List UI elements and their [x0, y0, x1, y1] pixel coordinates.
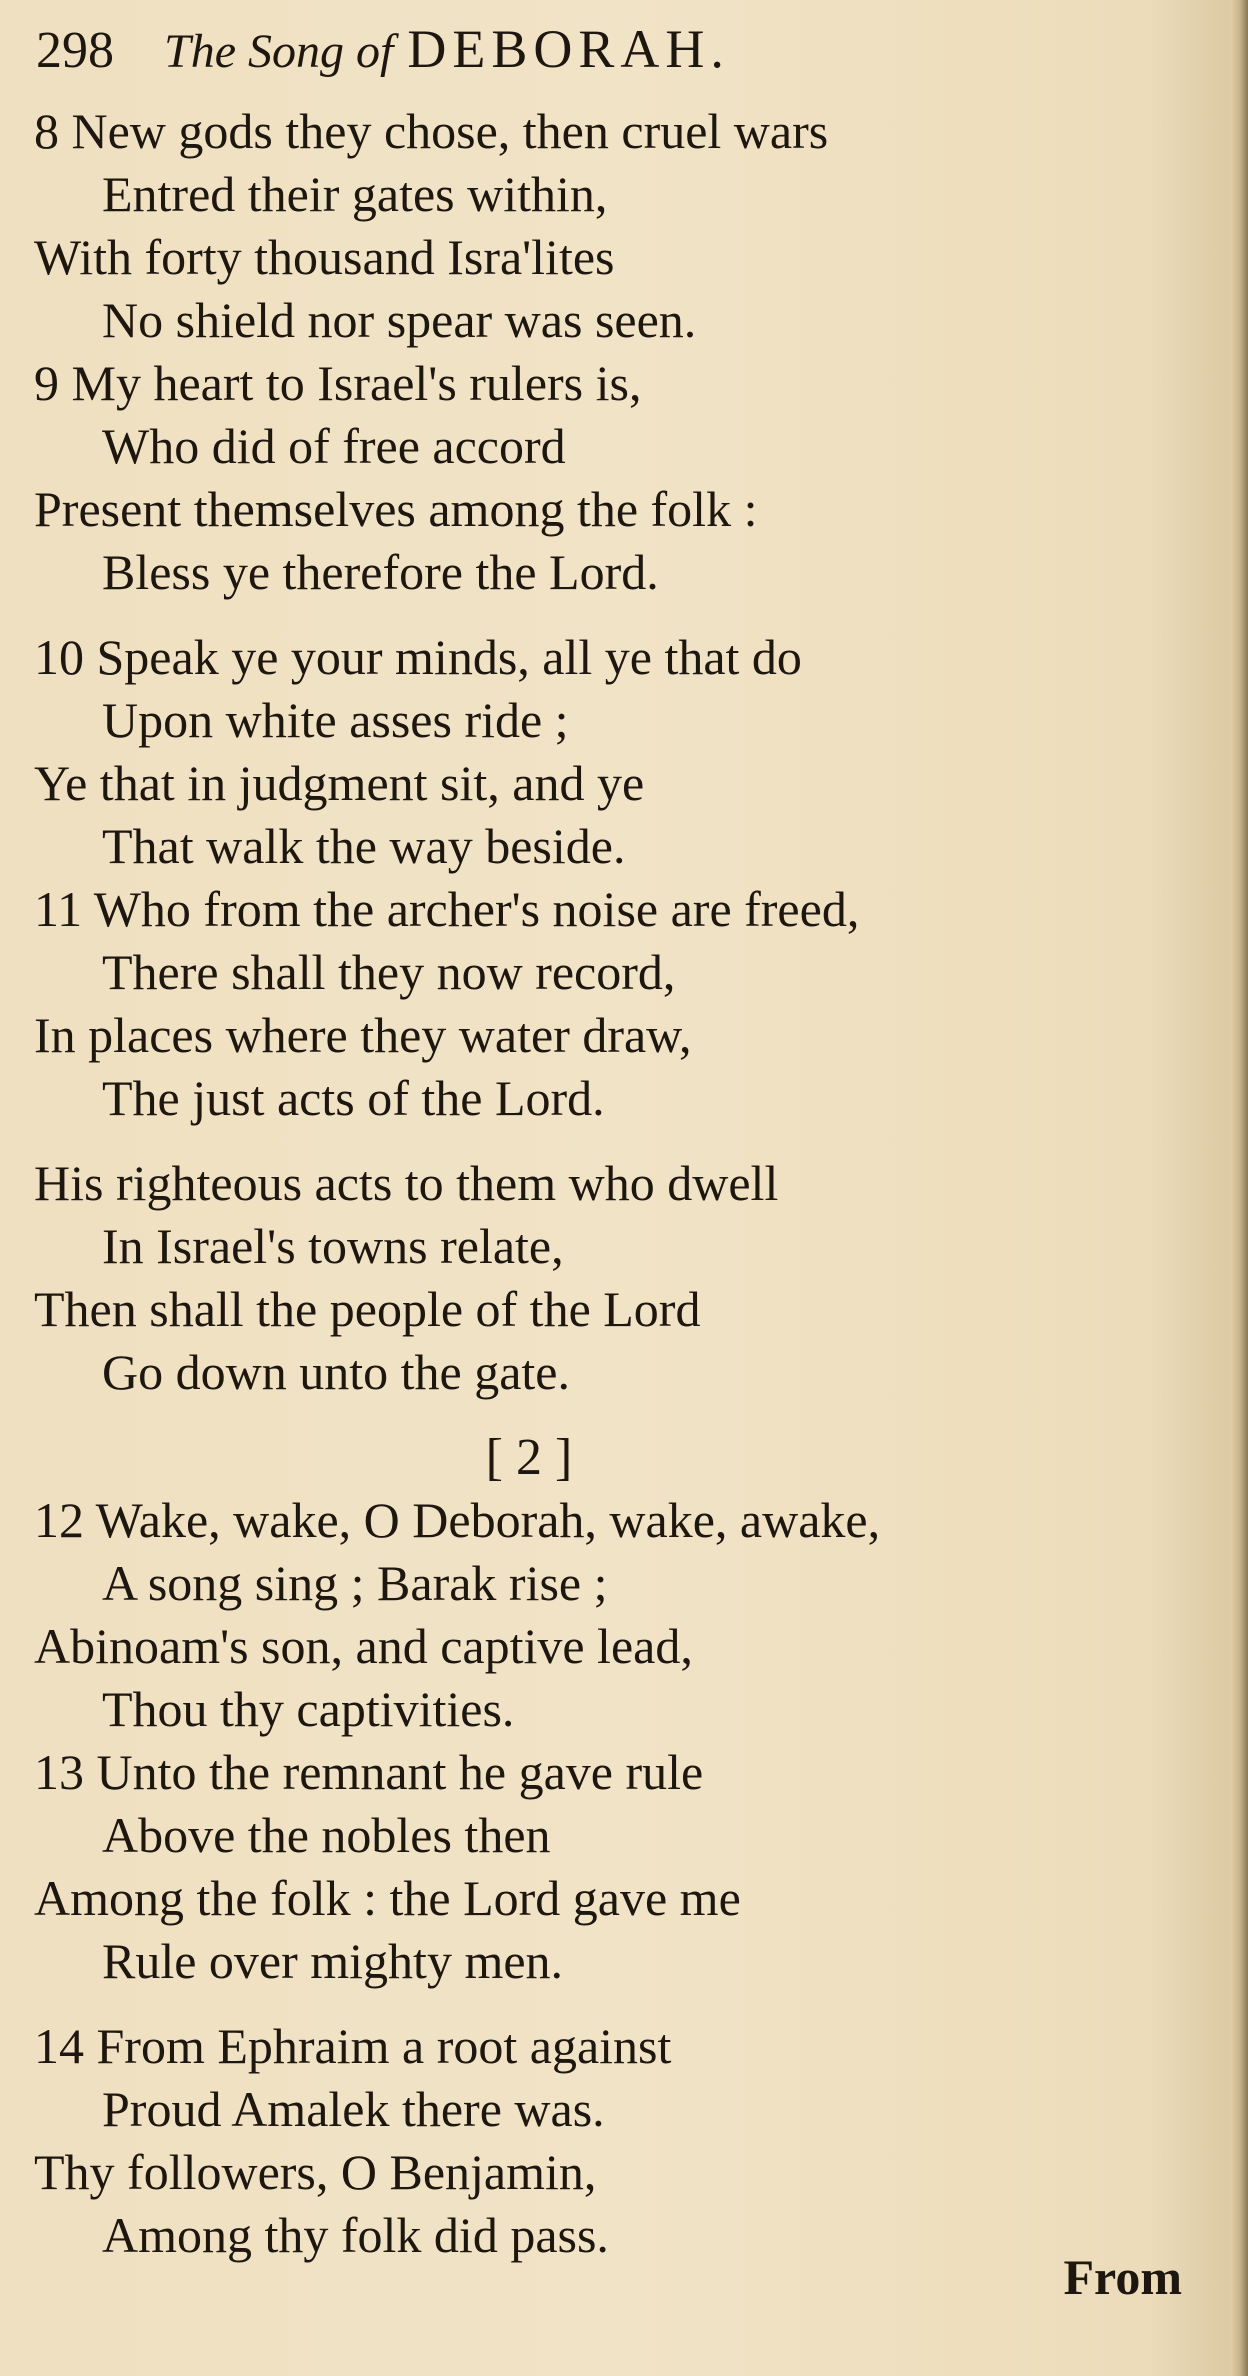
- running-title-italic: The Song of: [164, 25, 394, 78]
- verse-line: Abinoam's son, and captive lead,: [34, 1618, 693, 1674]
- verse-line: Who did of free accord: [102, 418, 566, 474]
- verse-line: A song sing ; Barak rise ;: [102, 1555, 608, 1611]
- stanza: [34, 100, 1204, 604]
- verse-line: Thou thy captivities.: [102, 1681, 515, 1737]
- verse-line: Among the folk : the Lord gave me: [34, 1870, 741, 1926]
- verse-line: Present themselves among the folk :: [34, 481, 758, 537]
- verse-line: 8 New gods they chose, then cruel wars: [34, 103, 829, 159]
- section-marker: [ 2 ]: [485, 1429, 573, 1486]
- page-number: 298: [36, 22, 114, 79]
- verse-line: 12 Wake, wake, O Deborah, wake, awake,: [34, 1492, 881, 1548]
- verse-line: Proud Amalek there was.: [102, 2081, 605, 2137]
- verse-line: Among thy folk did pass.: [102, 2207, 609, 2263]
- verse-line: Go down unto the gate.: [102, 1344, 570, 1400]
- verse-line: Thy followers, O Benjamin,: [34, 2144, 597, 2200]
- verse-line: With forty thousand Isra'lites: [34, 229, 615, 285]
- page-header: [36, 18, 730, 78]
- verse-line: His righteous acts to them who dwell: [34, 1155, 779, 1211]
- stanza: [34, 626, 1204, 1130]
- verse-line: There shall they now record,: [102, 944, 676, 1000]
- verse-line: No shield nor spear was seen.: [102, 292, 697, 348]
- verse-line: Rule over mighty men.: [102, 1933, 564, 1989]
- stanza: [34, 2015, 1204, 2267]
- running-title-caps: DEBORAH.: [407, 19, 730, 79]
- verse-line: 14 From Ephraim a root against: [34, 2018, 672, 2074]
- stanza: [34, 1426, 1204, 1993]
- verse-line: Entred their gates within,: [102, 166, 608, 222]
- verse-line: In Israel's towns relate,: [102, 1218, 564, 1274]
- verse-line: That walk the way beside.: [102, 818, 626, 874]
- verse-line: 9 My heart to Israel's rulers is,: [34, 355, 642, 411]
- verse-line: Bless ye therefore the Lord.: [102, 544, 659, 600]
- verse-line: Then shall the people of the Lord: [34, 1281, 701, 1337]
- verse-line: Ye that in judgment sit, and ye: [34, 755, 645, 811]
- page-edge-shadow: [1230, 0, 1248, 2376]
- catchword: From: [1063, 2249, 1182, 2305]
- stanza: [34, 1152, 1204, 1404]
- verse-line: 11 Who from the archer's noise are freed,: [34, 881, 860, 937]
- poem-text: [34, 100, 1204, 2267]
- verse-line: 10 Speak ye your minds, all ye that do: [34, 629, 802, 685]
- verse-line: Above the nobles then: [102, 1807, 551, 1863]
- verse-line: The just acts of the Lord.: [102, 1070, 605, 1126]
- verse-line: Upon white asses ride ;: [102, 692, 569, 748]
- verse-line: In places where they water draw,: [34, 1007, 692, 1063]
- verse-line: 13 Unto the remnant he gave rule: [34, 1744, 704, 1800]
